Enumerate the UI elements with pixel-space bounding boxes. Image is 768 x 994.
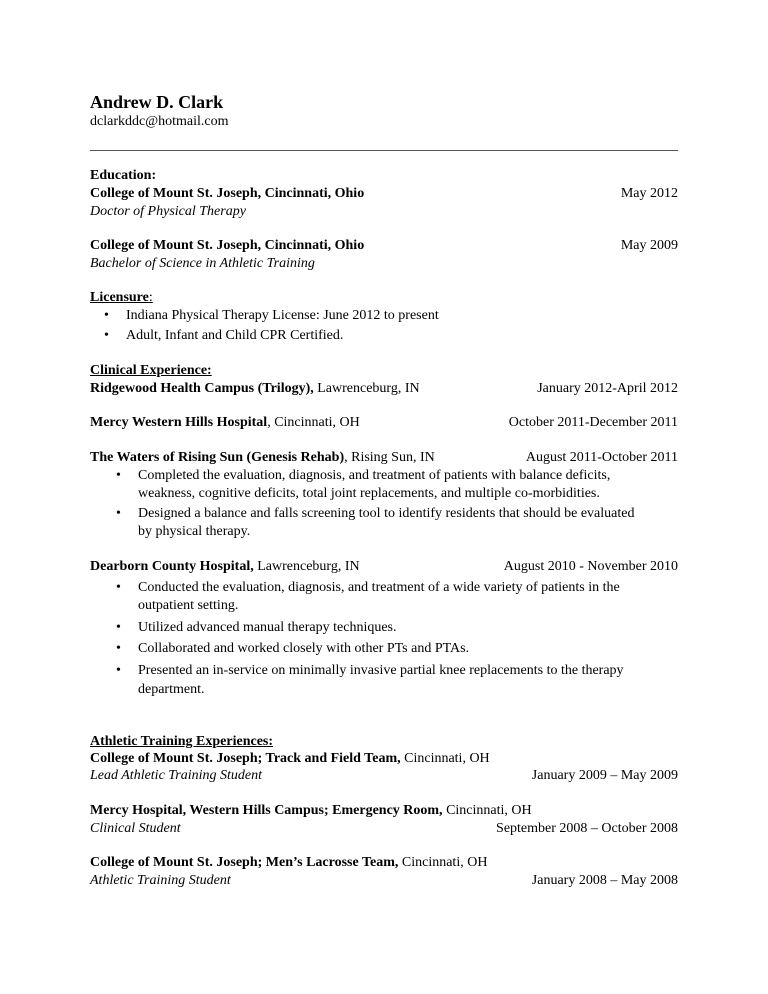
- bullet-icon: •: [116, 506, 121, 521]
- athletic-role: Athletic Training Student: [90, 873, 231, 888]
- education-date: May 2012: [620, 186, 678, 201]
- education-school: College of Mount St. Joseph, Cincinnati, Ohio: [90, 238, 365, 253]
- licensure-heading-colon: :: [148, 290, 153, 305]
- athletic-role: Lead Athletic Training Student: [90, 768, 263, 783]
- clinical-date: January 2012-April 2012: [537, 381, 678, 396]
- clinical-bullet-line: Completed the evaluation, diagnosis, and treatment of patients with balance deficits,: [138, 468, 611, 483]
- athletic-date: January 2008 – May 2008: [531, 873, 678, 888]
- clinical-entry-title: [90, 381, 420, 397]
- licensure-item: Indiana Physical Therapy License: June 2012 to present: [126, 308, 439, 323]
- education-date: May 2009: [620, 238, 678, 253]
- athletic-location: Cincinnati, OH: [442, 803, 532, 818]
- clinical-location: , Rising Sun, IN: [344, 450, 435, 465]
- clinical-date: October 2011-December 2011: [508, 415, 678, 430]
- clinical-entry-title: [90, 450, 435, 466]
- clinical-bullet-line: Collaborated and worked closely with other PTs and PTAs.: [138, 641, 470, 656]
- education-degree: Bachelor of Science in Athletic Training: [90, 256, 315, 271]
- clinical-bullet-line: department.: [138, 682, 205, 697]
- clinical-bullet-line: Presented an in-service on minimally invasive partial knee replacements to the therapy: [138, 663, 624, 678]
- clinical-location: Lawrenceburg, IN: [253, 559, 360, 574]
- licensure-item: Adult, Infant and Child CPR Certified.: [126, 328, 344, 343]
- clinical-date: August 2010 - November 2010: [503, 559, 678, 574]
- clinical-location: Lawrenceburg, IN: [313, 381, 420, 396]
- athletic-org: College of Mount St. Joseph; Men’s Lacrosse Team,: [90, 855, 399, 870]
- athletic-entry-title: [90, 751, 490, 767]
- clinical-heading: Clinical Experience:: [90, 363, 212, 378]
- education-heading: Education:: [90, 168, 157, 183]
- clinical-org: Ridgewood Health Campus (Trilogy),: [90, 381, 314, 396]
- bullet-icon: •: [116, 620, 121, 635]
- athletic-role: Clinical Student: [90, 821, 181, 836]
- athletic-date: September 2008 – October 2008: [496, 821, 678, 836]
- bullet-icon: •: [116, 663, 121, 678]
- clinical-bullet-line: Utilized advanced manual therapy techniques.: [138, 620, 397, 635]
- bullet-icon: •: [104, 308, 109, 323]
- athletic-org: Mercy Hospital, Western Hills Campus; Emergency Room,: [90, 803, 443, 818]
- athletic-location: Cincinnati, OH: [398, 855, 488, 870]
- clinical-bullet-line: by physical therapy.: [138, 524, 251, 539]
- education-degree: Doctor of Physical Therapy: [90, 204, 246, 219]
- bullet-icon: •: [116, 580, 121, 595]
- candidate-email: dclarkddc@hotmail.com: [90, 114, 229, 129]
- clinical-bullet-line: Conducted the evaluation, diagnosis, and treatment of a wide variety of patients in the: [138, 580, 620, 595]
- athletic-location: Cincinnati, OH: [400, 751, 490, 766]
- clinical-bullet-line: weakness, cognitive deficits, total joint replacements, and multiple co-morbidities.: [138, 486, 600, 501]
- clinical-bullet-line: Designed a balance and falls screening tool to identify residents that should be evaluated: [138, 506, 635, 521]
- licensure-heading-text: Licensure: [90, 290, 149, 305]
- clinical-org: The Waters of Rising Sun (Genesis Rehab): [90, 450, 345, 465]
- athletic-entry-title: [90, 855, 487, 871]
- clinical-org: Dearborn County Hospital,: [90, 559, 254, 574]
- licensure-heading: [90, 290, 153, 306]
- candidate-name: Andrew D. Clark: [90, 92, 224, 112]
- header-divider: [90, 150, 678, 151]
- clinical-date: August 2011-October 2011: [525, 450, 678, 465]
- athletic-heading: Athletic Training Experiences:: [90, 734, 274, 749]
- clinical-org: Mercy Western Hills Hospital: [90, 415, 268, 430]
- bullet-icon: •: [104, 328, 109, 343]
- bullet-icon: •: [116, 641, 121, 656]
- clinical-entry-title: [90, 415, 360, 431]
- clinical-location: , Cincinnati, OH: [267, 415, 360, 430]
- bullet-icon: •: [116, 468, 121, 483]
- athletic-org: College of Mount St. Joseph; Track and Field Team,: [90, 751, 401, 766]
- education-school: College of Mount St. Joseph, Cincinnati, Ohio: [90, 186, 365, 201]
- athletic-date: January 2009 – May 2009: [531, 768, 678, 783]
- clinical-bullet-line: outpatient setting.: [138, 598, 239, 613]
- athletic-entry-title: [90, 803, 532, 819]
- clinical-entry-title: [90, 559, 360, 575]
